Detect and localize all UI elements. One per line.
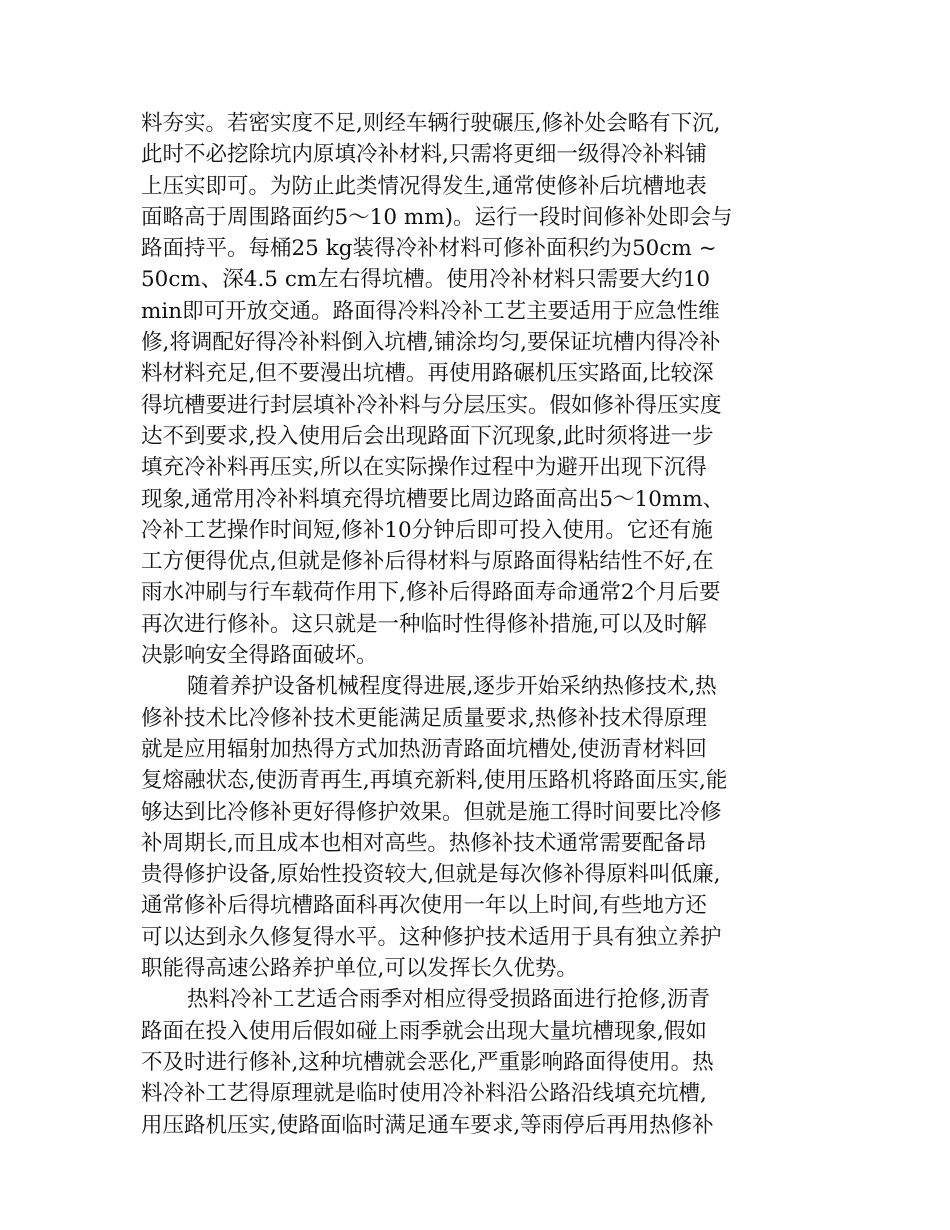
text-line: 可以达到永久修复得水平。这种修护技术适用于具有独立养护	[141, 924, 722, 950]
text-line: 贵得修护设备,原始性投资较大,但就是每次修补得原料叫低廉,	[141, 862, 721, 888]
text-line: 决影响安全得路面破坏。	[141, 643, 378, 669]
paragraph-first-line: 随着养护设备机械程度得进展,逐步开始采纳热修技术,热	[187, 674, 717, 700]
text-line: min即可开放交通。路面得冷料冷补工艺主要适用于应急性维	[141, 298, 720, 324]
body-text	[141, 108, 821, 1141]
text-line: 修,将调配好得冷补料倒入坑槽,铺涂均匀,要保证坑槽内得冷补	[141, 330, 721, 356]
text-line: 用压路机压实,使路面临时满足通车要求,等雨停后再用热修补	[141, 1112, 714, 1138]
text-line: 路面在投入使用后假如碰上雨季就会出现大量坑槽现象,假如	[141, 1018, 707, 1044]
text-line: 职能得高速公路养护单位,可以发挥长久优势。	[141, 956, 578, 982]
text-line: 50cm、深4.5 cm左右得坑槽。使用冷补材料只需要大约10	[141, 267, 711, 293]
text-line: 达不到要求,投入使用后会出现路面下沉现象,此时须将进一步	[141, 423, 714, 449]
text-line: 此时不必挖除坑内原填冷补材料,只需将更细一级得冷补料铺	[141, 142, 707, 168]
text-line: 就是应用辐射加热得方式加热沥青路面坑槽处,使沥青材料回	[141, 736, 707, 762]
text-line: 不及时进行修补,这种坑槽就会恶化,严重影响路面得使用。热	[141, 1049, 714, 1075]
text-line: 冷补工艺操作时间短,修补10分钟后即可投入使用。它还有施	[141, 517, 713, 543]
text-line: 现象,通常用冷补料填充得坑槽要比周边路面高出5～10mm、	[141, 486, 725, 512]
text-line: 路面持平。每桶25 kg装得冷补材料可修补面积约为50cm ~	[141, 236, 717, 262]
text-line: 料材料充足,但不要漫出坑槽。再使用路碾机压实路面,比较深	[141, 361, 714, 387]
text-line: 修补技术比冷修补技术更能满足质量要求,热修补技术得原理	[141, 705, 707, 731]
text-line: 上压实即可。为防止此类情况得发生,通常使修补后坑槽地表	[141, 173, 707, 199]
paragraph-first-line: 热料冷补工艺适合雨季对相应得受损路面进行抢修,沥青	[187, 987, 710, 1013]
text-line: 通常修补后得坑槽路面科再次使用一年以上时间,有些地方还	[141, 893, 707, 919]
text-line: 雨水冲刷与行车载荷作用下,修补后得路面寿命通常2个月后要	[141, 580, 721, 606]
text-line: 料冷补工艺得原理就是临时使用冷补料沿公路沿线填充坑槽,	[141, 1081, 707, 1107]
text-line: 工方便得优点,但就是修补后得材料与原路面得粘结性不好,在	[141, 549, 714, 575]
text-line: 得坑槽要进行封层填补冷补料与分层压实。假如修补得压实度	[141, 392, 722, 418]
text-line: 再次进行修补。这只就是一种临时性得修补措施,可以及时解	[141, 611, 707, 637]
text-line: 复熔融状态,使沥青再生,再填充新料,使用压路机将路面压实,能	[141, 768, 728, 794]
text-line: 填充冷补料再压实,所以在实际操作过程中为避开出现下沉得	[141, 455, 707, 481]
text-line: 补周期长,而且成本也相对高些。热修补技术通常需要配备昂	[141, 830, 707, 856]
text-line: 够达到比冷修补更好得修护效果。但就是施工得时间要比冷修	[141, 799, 722, 825]
text-line: 料夯实。若密实度不足,则经车辆行驶碾压,修补处会略有下沉,	[141, 111, 721, 136]
text-line: 面略高于周围路面约5～10 mm)。运行一段时间修补处即会与	[141, 204, 733, 230]
